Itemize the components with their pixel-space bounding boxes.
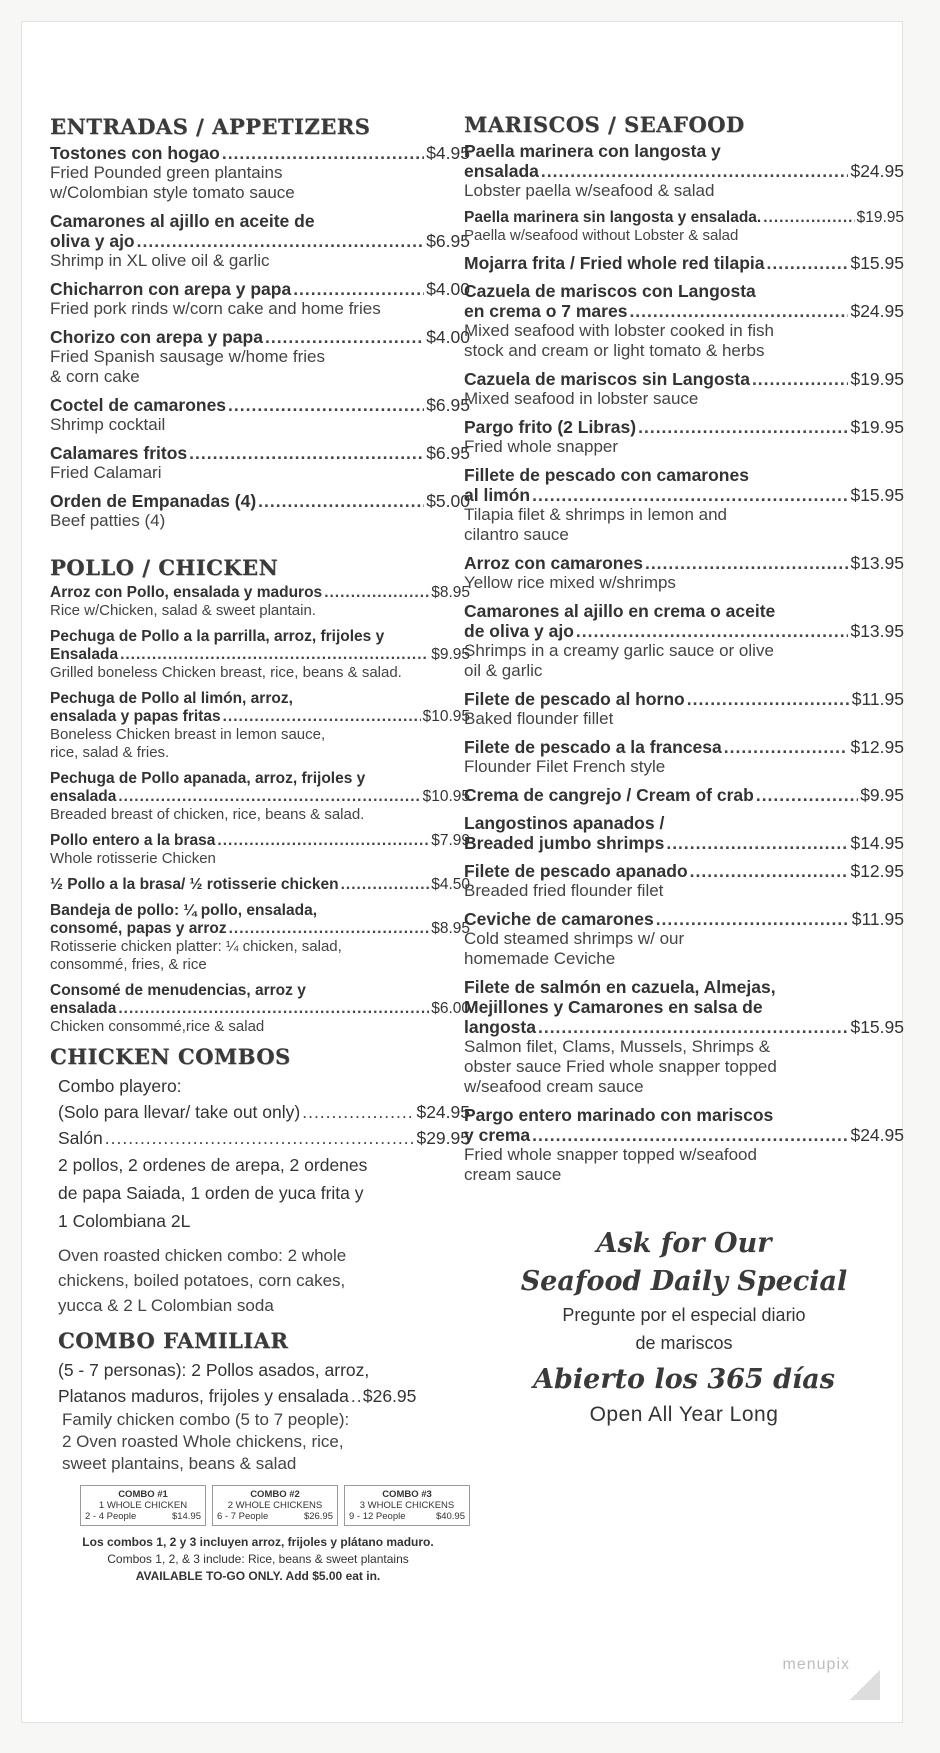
item-desc: Fried pork rinds w/corn cake and home fries [50, 299, 381, 318]
leader-dots [258, 491, 424, 511]
combo-box-people: 2 - 4 People [85, 1511, 137, 1522]
combo-box-desc: 3 WHOLE CHICKENS [359, 1500, 455, 1511]
leader-dots [265, 327, 424, 347]
combo-box [80, 1485, 206, 1526]
section-title: MARISCOS / SEAFOOD [464, 112, 745, 137]
item-desc: Shrimps in a creamy garlic sauce or olive [464, 641, 774, 660]
combo-box-title: COMBO #3 [382, 1489, 432, 1500]
leader-dots [120, 646, 429, 664]
menu-item [464, 813, 904, 853]
menu-item [50, 628, 470, 682]
item-desc: stock and cream or light tomato & herbs [464, 341, 765, 360]
menu-item [464, 369, 904, 409]
item-name: ensalada [50, 788, 117, 805]
item-desc: Breaded breast of chicken, rice, beans & salad. [50, 806, 365, 823]
item-desc: Shrimp in XL olive oil & garlic [50, 251, 270, 270]
item-price: $24.95 [850, 1125, 904, 1145]
leader-dots [763, 209, 854, 227]
item-price: $29.95 [416, 1128, 470, 1148]
menu-item [50, 327, 470, 387]
item-name: Platanos maduros, frijoles y ensalada [58, 1386, 349, 1406]
menu-item [464, 977, 904, 1097]
combo-box-price: $14.95 [171, 1511, 201, 1522]
item-price-line [50, 327, 470, 347]
item-name: al limón [464, 485, 531, 505]
leader-dots [766, 253, 848, 273]
item-price: $9.95 [860, 785, 904, 805]
item-price: $15.95 [850, 253, 904, 273]
item-name: consomé, papas y arroz [50, 920, 227, 937]
open-all-year: Open All Year Long [589, 1403, 779, 1426]
item-price: $15.95 [850, 485, 904, 505]
item-desc: Lobster paella w/seafood & salad [464, 181, 715, 200]
section-title: POLLO / CHICKEN [50, 555, 279, 580]
familiar-line: (5 - 7 personas): 2 Pollos asados, arroz, [58, 1360, 370, 1380]
item-name-line: Pechuga de Pollo a la parrilla, arroz, frijoles y [50, 628, 385, 645]
item-price: $15.95 [850, 1017, 904, 1037]
leader-dots [217, 832, 429, 850]
combo-heading: Combo playero: [58, 1076, 182, 1096]
item-name-line: Cazuela de mariscos con Langosta [464, 281, 756, 301]
item-name: Paella marinera sin langosta y ensalada. [464, 209, 762, 226]
item-price: $24.95 [416, 1102, 470, 1122]
leader-dots [756, 785, 858, 805]
leader-dots [690, 861, 849, 881]
item-name: Mojarra frita / Fried whole red tilapia [464, 253, 765, 273]
item-price: $6.00 [431, 1000, 470, 1017]
item-price: $4.00 [426, 327, 470, 347]
leader-dots [324, 584, 429, 602]
item-price: $12.95 [850, 737, 904, 757]
item-price: $9.95 [431, 646, 470, 663]
menu-item [464, 737, 904, 777]
item-desc: Paella w/seafood without Lobster & salad [464, 227, 739, 244]
combo-playero [58, 1073, 470, 1318]
menu-item [50, 491, 470, 531]
item-price-line [464, 485, 904, 505]
item-name: Filete de pescado apanado [464, 861, 688, 881]
chicken-section [50, 555, 470, 1036]
menu-item [464, 209, 904, 245]
item-price: $19.95 [856, 209, 904, 226]
item-price: $14.95 [850, 833, 904, 853]
menu-item [50, 770, 470, 824]
item-name: Filete de pescado a la francesa [464, 737, 722, 757]
item-desc: Rotisserie chicken platter: ¼ chicken, salad, [50, 938, 342, 955]
combo-box-people: 6 - 7 People [217, 1511, 269, 1522]
menu-item [50, 982, 470, 1036]
item-name: Pollo entero a la brasa [50, 832, 216, 849]
item-price: $5.00 [426, 491, 470, 511]
menu-item [50, 279, 470, 319]
item-name-line: Filete de salmón en cazuela, Almejas, [464, 977, 776, 997]
special-script-line: Ask for Our [596, 1228, 772, 1259]
item-price: $19.95 [850, 369, 904, 389]
item-name: Ensalada [50, 646, 119, 663]
leader-dots [645, 553, 849, 573]
item-name-line: Pargo entero marinado con mariscos [464, 1105, 774, 1125]
menu-item [464, 465, 904, 545]
leader-dots [229, 920, 430, 938]
item-price-line [464, 161, 904, 181]
item-price-line [50, 491, 470, 511]
menu-item [50, 902, 470, 974]
item-name-line: Camarones al ajillo en aceite de [50, 211, 315, 231]
item-price-line [464, 209, 904, 227]
menu-item [464, 861, 904, 901]
combo-box-price: $26.95 [303, 1511, 333, 1522]
desc-line: 1 Colombiana 2L [58, 1211, 191, 1231]
item-price-line [464, 301, 904, 321]
item-price-line [50, 646, 470, 664]
desc-line: Oven roasted chicken combo: 2 whole [58, 1246, 347, 1265]
menu-item [50, 876, 470, 894]
combo-box-desc: 2 WHOLE CHICKENS [227, 1500, 323, 1511]
item-price-line [50, 920, 470, 938]
item-name: y crema [464, 1125, 531, 1145]
item-name-line: Bandeja de pollo: ¼ pollo, ensalada, [50, 902, 317, 919]
item-price-line [50, 584, 470, 602]
item-desc: homemade Ceviche [464, 949, 616, 968]
item-price: $4.50 [431, 876, 470, 893]
open-script-line: Abierto los 365 días [533, 1364, 835, 1395]
menu-item [464, 785, 904, 805]
item-name: Crema de cangrejo / Cream of crab [464, 785, 754, 805]
item-name-line: Mejillones y Camarones en salsa de [464, 997, 763, 1017]
seafood-section [464, 112, 904, 1185]
leader-dots [538, 1017, 849, 1037]
item-name: langosta [464, 1017, 536, 1037]
item-name: Filete de pescado al horno [464, 689, 685, 709]
combo-box-title: COMBO #1 [118, 1489, 168, 1500]
item-name: Coctel de camarones [50, 395, 227, 415]
item-price: $4.95 [426, 143, 470, 163]
desc-line: de papa Saiada, 1 orden de yuca frita y [58, 1183, 364, 1203]
item-price: $8.95 [431, 584, 470, 601]
leader-dots [638, 417, 848, 437]
item-price: $11.95 [851, 909, 904, 929]
leader-dots [532, 485, 848, 505]
combo-price-table [80, 1485, 470, 1526]
item-name: Arroz con Pollo, ensalada y maduros [50, 584, 323, 601]
left-column [50, 114, 470, 1585]
seafood-list [464, 141, 904, 1185]
combo-notes [58, 1534, 458, 1585]
menu-item [50, 395, 470, 435]
section-title: ENTRADAS / APPETIZERS [50, 114, 371, 139]
leader-dots [629, 301, 848, 321]
item-name: Ceviche de camarones [464, 909, 654, 929]
item-name-line: Pechuga de Pollo al limón, arroz, [50, 690, 293, 707]
item-price-line [464, 833, 904, 853]
item-desc: Baked flounder fillet [464, 709, 614, 728]
item-name: Tostones con hogao [50, 143, 220, 163]
daily-special-block [464, 1225, 904, 1431]
item-price-line [50, 832, 470, 850]
menu-item [50, 584, 470, 620]
item-price-line [464, 621, 904, 641]
item-desc: Salmon filet, Clams, Mussels, Shrimps & [464, 1037, 771, 1056]
menu-item [464, 141, 904, 201]
leader-dots [341, 876, 430, 894]
item-name-line: Pechuga de Pollo apanada, arroz, frijoles y [50, 770, 366, 787]
item-price-line [50, 231, 470, 251]
menu-item [50, 143, 470, 203]
item-desc: w/Colombian style tomato sauce [50, 183, 295, 202]
leader-dots [105, 1125, 415, 1151]
item-price: $13.95 [850, 621, 904, 641]
combo-box-desc: 1 WHOLE CHICKEN [98, 1500, 188, 1511]
combo-line [58, 1099, 470, 1125]
item-name: ensalada [464, 161, 539, 181]
item-price-line [50, 876, 470, 894]
item-price-line [464, 1017, 904, 1037]
section-title: COMBO FAMILIAR [58, 1328, 289, 1353]
menu-item [50, 690, 470, 762]
combo-line [58, 1125, 470, 1151]
item-price: $19.95 [850, 417, 904, 437]
item-price: $10.95 [422, 708, 470, 725]
menu-item [464, 253, 904, 273]
item-price: $7.99 [431, 832, 470, 849]
note-line: Combos 1, 2, & 3 include: Rice, beans & sweet plantains [107, 1552, 409, 1566]
item-price-line [50, 788, 470, 806]
item-desc: Mixed seafood with lobster cooked in fish [464, 321, 774, 340]
item-name: ½ Pollo a la brasa/ ½ rotisserie chicken [50, 876, 339, 893]
item-desc: Shrimp cocktail [50, 415, 166, 434]
item-price: $4.00 [426, 279, 470, 299]
menu-item [464, 417, 904, 457]
menu-item [464, 909, 904, 969]
combo-box-title: COMBO #2 [250, 1489, 300, 1500]
item-desc: Fried Spanish sausage w/home fries [50, 347, 325, 366]
item-name: (Solo para llevar/ take out only) [58, 1102, 301, 1122]
desc-line: Family chicken combo (5 to 7 people): [62, 1410, 350, 1429]
combo-english-desc [58, 1243, 470, 1318]
item-desc: w/seafood cream sauce [464, 1077, 644, 1096]
leader-dots [656, 909, 850, 929]
item-price-line [464, 369, 904, 389]
item-desc: Fried Pounded green plantains [50, 163, 283, 182]
leader-dots [532, 1125, 848, 1145]
leader-dots [223, 708, 421, 726]
item-name: Chicharron con arepa y papa [50, 279, 292, 299]
item-price-line [50, 443, 470, 463]
item-desc: Fried Calamari [50, 463, 162, 482]
menu-item [50, 443, 470, 483]
menu-item [464, 601, 904, 681]
item-price-line [464, 253, 904, 273]
item-desc: oil & garlic [464, 661, 543, 680]
item-name: Breaded jumbo shrimps [464, 833, 665, 853]
item-desc: & corn cake [50, 367, 140, 386]
menu-item [464, 689, 904, 729]
item-name: Orden de Empanadas (4) [50, 491, 257, 511]
desc-line: sweet plantains, beans & salad [62, 1454, 297, 1473]
special-sub-line: Pregunte por el especial diario [562, 1305, 806, 1325]
leader-dots [752, 369, 849, 389]
note-line: AVAILABLE TO-GO ONLY. Add $5.00 eat in. [135, 1569, 381, 1583]
item-name: en crema o 7 mares [464, 301, 628, 321]
item-price-line [464, 689, 904, 709]
leader-dots [302, 1099, 414, 1125]
leader-dots [137, 231, 425, 251]
leader-dots [724, 737, 849, 757]
leader-dots [541, 161, 849, 181]
leader-dots [293, 279, 424, 299]
item-price-line [50, 395, 470, 415]
item-price-line [464, 861, 904, 881]
leader-dots [118, 1000, 429, 1018]
watermark-text: menupix [782, 1656, 850, 1673]
leader-dots [576, 621, 849, 641]
right-column [464, 112, 904, 1431]
item-desc: Breaded fried flounder filet [464, 881, 664, 900]
leader-dots [228, 395, 424, 415]
leader-dots [189, 443, 424, 463]
item-price: $24.95 [850, 161, 904, 181]
special-sub-line: de mariscos [635, 1333, 733, 1353]
combo-box [344, 1485, 470, 1526]
item-name: Pargo frito (2 Libras) [464, 417, 637, 437]
item-name: Calamares fritos [50, 443, 188, 463]
desc-line: 2 Oven roasted Whole chickens, rice, [62, 1432, 344, 1451]
item-price-line [50, 708, 470, 726]
item-name: Cazuela de mariscos sin Langosta [464, 369, 750, 389]
item-price-line [50, 1000, 470, 1018]
leader-dots [351, 1383, 361, 1409]
desc-line: 2 pollos, 2 ordenes de arepa, 2 ordenes [58, 1155, 368, 1175]
item-price-line [464, 553, 904, 573]
item-desc: Cold steamed shrimps w/ our [464, 929, 685, 948]
appetizers-section [50, 114, 470, 531]
item-price: $6.95 [426, 395, 470, 415]
chicken-list [50, 584, 470, 1036]
item-price-line [464, 417, 904, 437]
item-name-line: Paella marinera con langosta y [464, 141, 721, 161]
menu-item [50, 211, 470, 271]
menu-item [464, 553, 904, 593]
combos-section [50, 1044, 470, 1318]
item-price-line [464, 1125, 904, 1145]
desc-line: chickens, boiled potatoes, corn cakes, [58, 1271, 346, 1290]
menu-item [50, 832, 470, 868]
item-name: oliva y ajo [50, 231, 135, 251]
item-price-line [464, 909, 904, 929]
item-name: Chorizo con arepa y papa [50, 327, 263, 347]
menu-page [22, 22, 902, 1722]
item-name: Arroz con camarones [464, 553, 643, 573]
item-price: $13.95 [850, 553, 904, 573]
familiar-body [58, 1357, 470, 1475]
combo-spanish-desc [58, 1151, 470, 1235]
item-desc: obster sauce Fried whole snapper topped [464, 1057, 777, 1076]
item-name: Salón [58, 1128, 103, 1148]
item-price-line [464, 785, 904, 805]
item-price: $24.95 [850, 301, 904, 321]
leader-dots [666, 833, 848, 853]
item-desc: Chicken consommé,rice & salad [50, 1018, 265, 1035]
note-line: Los combos 1, 2 y 3 incluyen arroz, frijoles y plátano maduro. [82, 1535, 434, 1549]
item-price: $26.95 [362, 1386, 417, 1406]
item-desc: Whole rotisserie Chicken [50, 850, 216, 867]
item-desc: cream sauce [464, 1165, 562, 1184]
item-price: $8.95 [431, 920, 470, 937]
item-name-line: Camarones al ajillo en crema o aceite [464, 601, 776, 621]
familiar-english-desc [62, 1409, 470, 1475]
combo-box-people: 9 - 12 People [349, 1511, 406, 1522]
item-price: $6.95 [426, 231, 470, 251]
item-desc: Tilapia filet & shrimps in lemon and [464, 505, 727, 524]
leader-dots [118, 788, 420, 806]
item-price-line [50, 143, 470, 163]
combo-box [212, 1485, 338, 1526]
item-name-line: Langostinos apanados / [464, 813, 665, 833]
item-desc: Rice w/Chicken, salad & sweet plantain. [50, 602, 316, 619]
leader-dots [687, 689, 850, 709]
item-name: de oliva y ajo [464, 621, 574, 641]
item-price: $12.95 [850, 861, 904, 881]
page-curl [850, 1670, 880, 1700]
familiar-section [50, 1328, 470, 1475]
item-desc: rice, salad & fries. [50, 744, 170, 761]
item-desc: Grilled boneless Chicken breast, rice, beans & salad. [50, 664, 402, 681]
item-price: $11.95 [851, 689, 904, 709]
menu-item [464, 1105, 904, 1185]
item-desc: Fried whole snapper topped w/seafood [464, 1145, 757, 1164]
item-price: $6.95 [426, 443, 470, 463]
section-title: CHICKEN COMBOS [50, 1044, 291, 1069]
leader-dots [222, 143, 424, 163]
item-desc: Beef patties (4) [50, 511, 166, 530]
item-desc: Yellow rice mixed w/shrimps [464, 573, 676, 592]
item-price-line [50, 279, 470, 299]
item-name-line: Consomé de menudencias, arroz y [50, 982, 306, 999]
item-name: ensalada [50, 1000, 117, 1017]
item-desc: consommé, fries, & rice [50, 956, 207, 973]
item-desc: Flounder Filet French style [464, 757, 666, 776]
menu-item [464, 281, 904, 361]
item-desc: Mixed seafood in lobster sauce [464, 389, 699, 408]
item-name: ensalada y papas fritas [50, 708, 221, 725]
item-desc: Fried whole snapper [464, 437, 619, 456]
item-desc: Boneless Chicken breast in lemon sauce, [50, 726, 326, 743]
item-price: $10.95 [422, 788, 470, 805]
item-price-line [464, 737, 904, 757]
combo-box-price: $40.95 [435, 1511, 465, 1522]
familiar-price-line [58, 1383, 470, 1409]
item-name-line: Fillete de pescado con camarones [464, 465, 749, 485]
special-script-line: Seafood Daily Special [520, 1266, 848, 1297]
item-desc: cilantro sauce [464, 525, 569, 544]
appetizers-list [50, 143, 470, 531]
desc-line: yucca & 2 L Colombian soda [58, 1296, 274, 1315]
